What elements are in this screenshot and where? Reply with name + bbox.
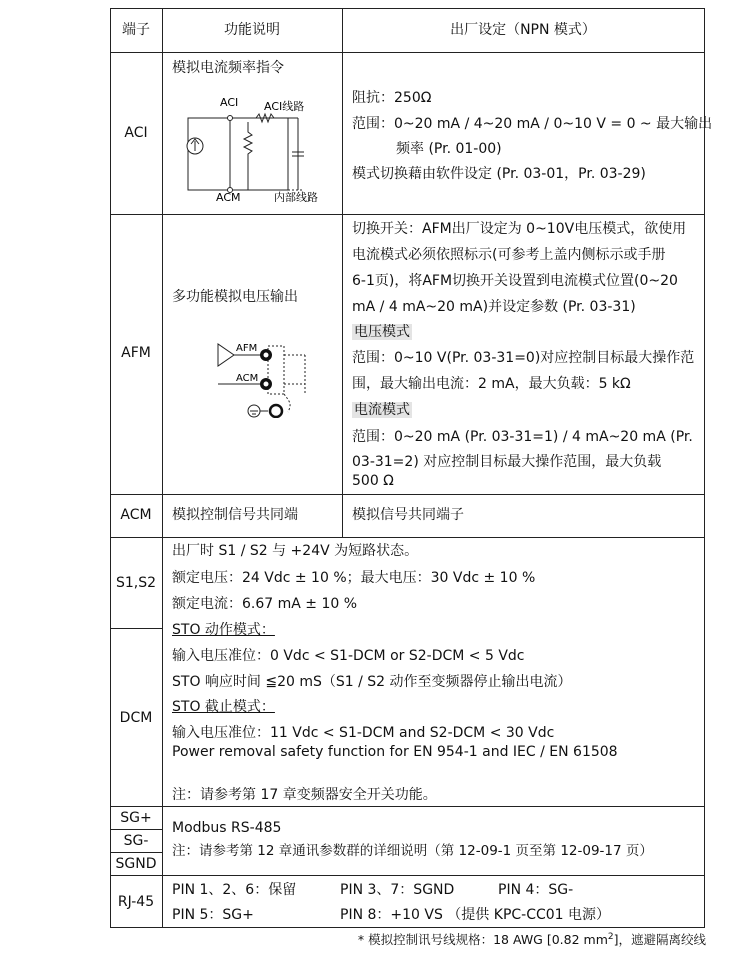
header-default: 出厂设定（NPN 模式）: [450, 22, 596, 38]
rj45-pin-5: PIN 5：SG+: [172, 907, 254, 923]
specification-table: [110, 8, 713, 928]
column-divider: [162, 8, 163, 928]
sto-action-title: STO 动作模式：: [172, 622, 275, 638]
s1s2-line-1: 出厂时 S1 / S2 与 +24V 为短路状态。: [172, 543, 419, 559]
diagram-acm-label: ACM: [216, 191, 241, 202]
aci-circuit-diagram: [178, 92, 338, 202]
header-function: 功能说明: [224, 22, 280, 38]
diagram-internal-label: 内部线路: [274, 191, 318, 202]
voltage-mode-title: 电压模式: [354, 324, 410, 340]
aci-mode-switch: 模式切换藉由软件设定 (Pr. 03-01，Pr. 03-29): [352, 166, 646, 182]
footnote-superscript: 2: [607, 931, 614, 942]
acm-function: 模拟控制信号共同端: [172, 507, 298, 523]
table-border-left: [110, 8, 111, 928]
terminal-acm: ACM: [120, 507, 152, 523]
afm-switch-line-2: 电流模式必须依照标示(可参考上盖内侧标示或手册: [352, 247, 666, 263]
sto-cutoff-title: STO 截止模式：: [172, 699, 275, 715]
rj45-pin-37: PIN 3、7：SGND: [340, 882, 455, 898]
row-divider: [110, 875, 705, 876]
afm-switch-line-1: 切换开关：AFM出厂设定为 0~10V电压模式，欲使用: [352, 221, 687, 237]
footnote: [358, 930, 706, 948]
terminal-afm: AFM: [121, 345, 151, 361]
table-border-right: [704, 8, 705, 928]
afm-circuit-diagram: [210, 334, 320, 418]
header-terminal: 端子: [122, 22, 150, 38]
current-mode-line-3: 500 Ω: [352, 473, 394, 489]
voltage-mode-line-2: 围，最大输出电流：2 mA，最大负载：5 kΩ: [352, 376, 631, 392]
aci-function-title: 模拟电流频率指令: [172, 60, 284, 76]
afm-function-title: 多功能模拟电压输出: [172, 289, 298, 305]
terminal-sg-plus: SG+: [120, 810, 152, 826]
table-border-bottom: [110, 927, 705, 928]
afm-switch-line-3: 6-1页)，将AFM切换开关设置到电流模式位置(0~20: [352, 273, 678, 289]
s1s2-line-3: 额定电流：6.67 mA ± 10 %: [172, 596, 358, 612]
row-divider: [110, 494, 705, 495]
sto-action-line-1: 输入电压准位：0 Vdc < S1-DCM or S2-DCM < 5 Vdc: [172, 648, 525, 664]
sg-note: 注：请参考第 12 章通讯参数群的详细说明（第 12-09-1 页至第 12-09-17 页）: [172, 843, 653, 859]
rj45-pin-8: PIN 8：+10 VS （提供 KPC-CC01 电源）: [340, 907, 611, 923]
aci-impedance: 阻抗：250Ω: [352, 90, 432, 106]
row-divider: [110, 537, 705, 538]
footnote-text: * 模拟控制讯号线规格：18 AWG [0.82 mm: [357, 932, 608, 947]
terminal-rj45: RJ-45: [117, 894, 155, 910]
sto-note: 注：请参考第 17 章变频器安全开关功能。: [172, 787, 437, 803]
afm-switch-line-4: mA / 4 mA~20 mA)并设定参数 (Pr. 03-31): [352, 299, 636, 315]
rj45-pin-4: PIN 4：SG-: [498, 882, 574, 898]
row-divider: [110, 52, 705, 53]
sto-cutoff-line-2: Power removal safety function for EN 954-1 and IEC / EN 61508: [172, 744, 618, 760]
terminal-divider: [110, 829, 162, 830]
terminal-dcm: DCM: [119, 710, 153, 726]
current-mode-wrapper: [352, 400, 412, 420]
diagram-acm-label: ACM: [236, 373, 259, 384]
column-divider: [342, 8, 343, 538]
voltage-mode-line-1: 范围：0~10 V(Pr. 03-31=0)对应控制目标最大操作范: [352, 350, 695, 366]
aci-range-cont: 频率 (Pr. 01-00): [396, 141, 502, 157]
terminal-s1s2: S1,S2: [115, 575, 157, 591]
row-divider: [110, 214, 705, 215]
row-divider: [110, 806, 705, 807]
sto-cutoff-line-1: 输入电压准位：11 Vdc < S1-DCM and S2-DCM < 30 Vdc: [172, 725, 555, 741]
s1s2-line-2: 额定电压：24 Vdc ± 10 %；最大电压：30 Vdc ± 10 %: [172, 570, 536, 586]
voltage-mode-wrapper: [352, 322, 412, 342]
current-mode-line-2: 03-31=2) 对应控制目标最大操作范围，最大负载: [352, 454, 662, 470]
terminal-sgnd: SGND: [115, 856, 157, 872]
aci-range: 范围：0~20 mA / 4~20 mA / 0~10 V = 0 ~ 最大输出: [352, 116, 713, 132]
table-border-top: [110, 8, 705, 9]
diagram-aci-line-label: ACI线路: [264, 100, 305, 113]
footnote-suffix: ]，遮避隔离绞线: [613, 932, 706, 947]
terminal-divider: [110, 628, 162, 629]
diagram-afm-label: AFM: [236, 343, 258, 354]
sto-action-line-2: STO 响应时间 ≦20 mS（S1 / S2 动作至变频器停止输出电流）: [172, 674, 572, 690]
current-mode-title: 电流模式: [354, 402, 410, 418]
rj45-pin-126: PIN 1、2、6：保留: [172, 882, 297, 898]
terminal-sg-minus: SG-: [123, 833, 149, 849]
terminal-divider: [110, 852, 162, 853]
diagram-aci-label: ACI: [220, 96, 239, 109]
current-mode-line-1: 范围：0~20 mA (Pr. 03-31=1) / 4 mA~20 mA (Pr.: [352, 429, 693, 445]
terminal-aci: ACI: [124, 125, 148, 141]
acm-default: 模拟信号共同端子: [352, 507, 464, 523]
sg-protocol: Modbus RS-485: [172, 820, 282, 836]
